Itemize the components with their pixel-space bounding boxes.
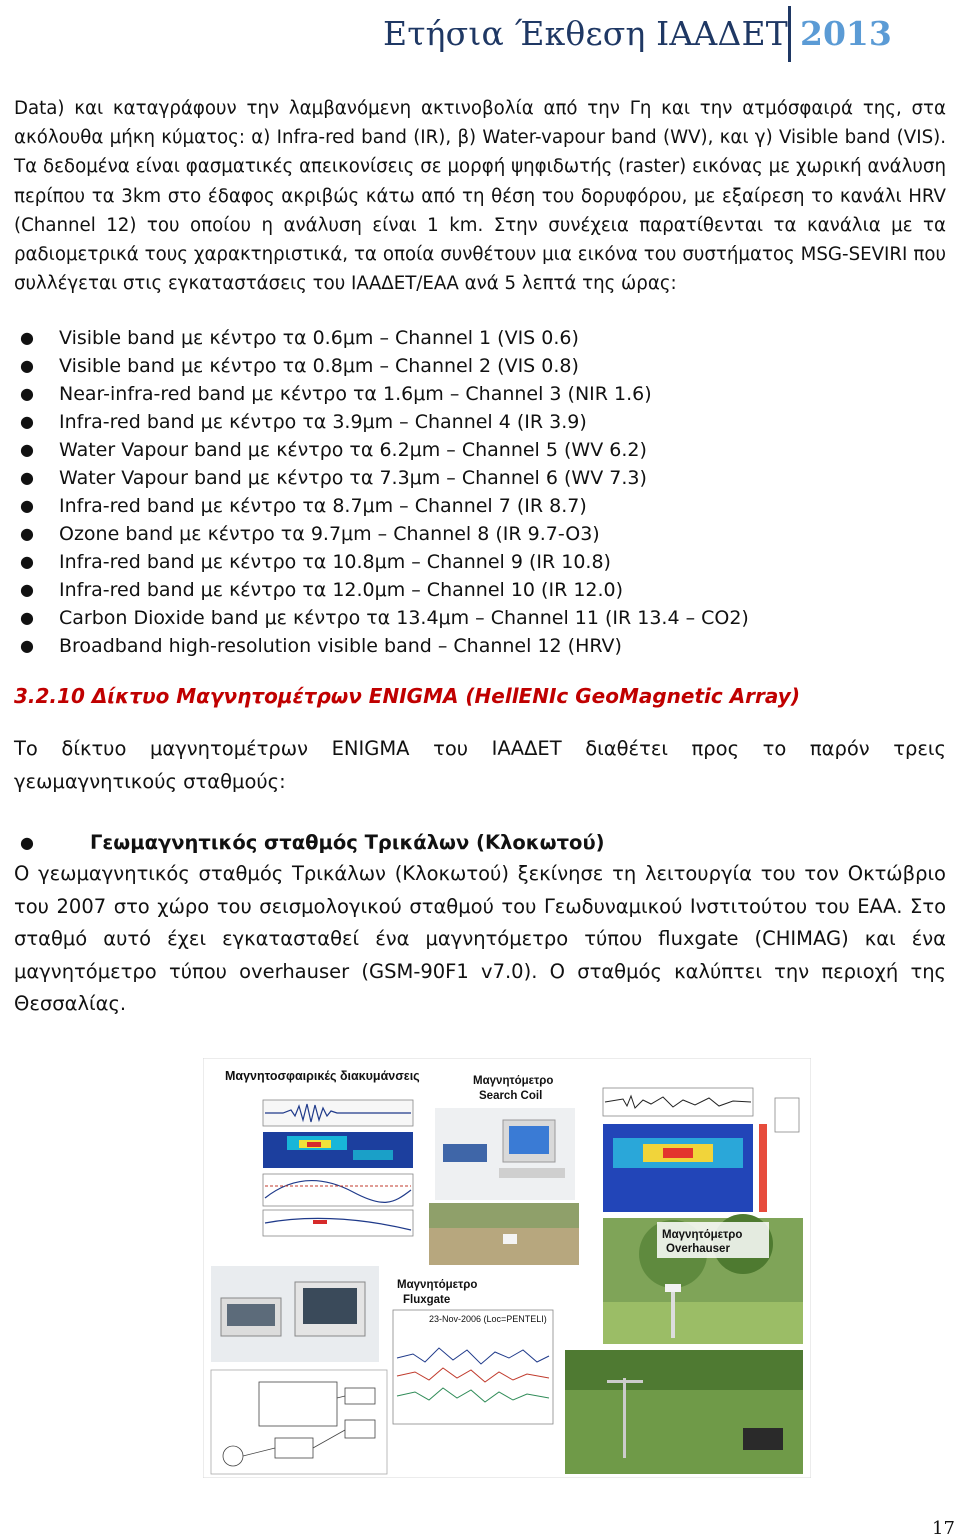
- list-item: ● Infra-red band με κέντρο τα 8.7μm – Channel 7 (IR 8.7): [14, 492, 946, 520]
- intro-paragraph: Data) και καταγράφουν την λαμβανόμενη ακτινοβολία από την Γη και την ατμόσφαιρά της, στα ακόλουθα μήκη κύματος: α) Infra-red band (IR), β) Water-vapour band (WV), και γ) Visible band (VIS). Τα δεδομένα είναι φασματικές απεικονίσεις σε μορφή ψηφιδωτής (raster) εικόνας με χωρική ανάλυση περίπου τα 3km στο έδαφος ακριβώς κάτω από τη θέση του δορυφόρου, με εξαίρεση το κανάλι HRV (Channel 12) του οποίου η ανάλυση είναι 1 km. Στην συνέχεια παρατίθενται τα κανάλια με τα ραδιομετρικά τους χαρακτηριστικά, τα οποία συνθέτουν μια εικόνα του συστήματος MSG-SEVIRI που συλλέγεται στις εγκαταστάσεις του ΙΑΑΔΕΤ/ΕΑΑ ανά 5 λεπτά της ώρας:: [14, 98, 946, 295]
- page-header: [0, 0, 960, 66]
- list-item: ● Near-infra-red band με κέντρο τα 1.6μm – Channel 3 (NIR 1.6): [14, 380, 946, 408]
- bullet-icon: ●: [20, 636, 34, 656]
- channel-list: [14, 324, 946, 660]
- list-item: ● Carbon Dioxide band με κέντρο τα 13.4μm – Channel 11 (IR 13.4 – CO2): [14, 604, 946, 632]
- label-overhauser-2: Overhauser: [666, 1243, 730, 1255]
- list-item: ● Infra-red band με κέντρο τα 10.8μm – Channel 9 (IR 10.8): [14, 548, 946, 576]
- report-title: Ετήσια Έκθεση ΙΑΑΔΕΤ: [382, 14, 788, 53]
- plot-date: 23-Nov-2006 (Loc=PENTELI): [429, 1314, 547, 1324]
- list-item: ● Ozone band με κέντρο τα 9.7μm – Channel 8 (IR 9.7-O3): [14, 520, 946, 548]
- bullet-icon: ●: [20, 468, 34, 488]
- bullet-icon: ●: [20, 440, 34, 460]
- label-overhauser-1: Μαγνητόμετρο: [662, 1229, 743, 1241]
- magnetometer-figure: [203, 1058, 811, 1478]
- label-fluxgate-1: Μαγνητόμετρο: [397, 1279, 478, 1291]
- list-item: ● Visible band με κέντρο τα 0.8μm – Channel 2 (VIS 0.8): [14, 352, 946, 380]
- bullet-icon: ●: [20, 496, 34, 516]
- bullet-icon: ●: [20, 833, 34, 853]
- label-fluxgate-2: Fluxgate: [403, 1294, 451, 1306]
- bullet-icon: ●: [20, 580, 34, 600]
- label-pulsations: Μαγνητοσφαιρικές διακυμάνσεις: [225, 1069, 420, 1083]
- station-paragraph: Ο γεωμαγνητικός σταθμός Τρικάλων (Κλοκωτού) ξεκίνησε τη λειτουργία του τον Οκτώβριο του 2007 στο χώρο του σεισμολογικού σταθμού του Γεωδυναμικού Ινστιτούτου του ΕΑΑ. Στο σταθμό αυτό έχει εγκατασταθεί ένα μαγνητόμετρο τύπου fluxgate (CHIMAG) και ένα μαγνητόμετρο τύπου overhauser (GSM-90F1 v7.0). Ο σταθμός καλύπτει την περιοχή της Θεσσαλίας.: [14, 862, 946, 1016]
- field-photo: [565, 1350, 803, 1474]
- figure-collage: [203, 1058, 811, 1478]
- list-item: ● Broadband high-resolution visible band – Channel 12 (HRV): [14, 632, 946, 660]
- label-searchcoil-2: Search Coil: [479, 1090, 543, 1102]
- list-item: ● Visible band με κέντρο τα 0.6μm – Channel 1 (VIS 0.6): [14, 324, 946, 352]
- bullet-icon: ●: [20, 384, 34, 404]
- main-content: [14, 94, 946, 1021]
- fluxgate-plot: [393, 1310, 553, 1424]
- system-diagram: [211, 1370, 387, 1474]
- section-heading: 3.2.10 Δίκτυο Μαγνητομέτρων ENIGMA (HellENIc GeoMagnetic Array): [14, 684, 800, 709]
- bullet-icon: ●: [20, 328, 34, 348]
- bullet-icon: ●: [20, 552, 34, 572]
- overhauser-photo: [603, 1214, 803, 1344]
- bullet-icon: ●: [20, 608, 34, 628]
- bullet-icon: ●: [20, 356, 34, 376]
- list-item: ● Water Vapour band με κέντρο τα 7.3μm – Channel 6 (WV 7.3): [14, 464, 946, 492]
- bullet-icon: ●: [20, 524, 34, 544]
- list-item: ● Infra-red band με κέντρο τα 12.0μm – Channel 10 (IR 12.0): [14, 576, 946, 604]
- enigma-intro-line: Το δίκτυο μαγνητομέτρων ENIGMA του ΙΑΑΔΕΤ διαθέτει προς το παρόν τρεις: [14, 737, 946, 761]
- enigma-intro-line: γεωμαγνητικούς σταθμούς:: [14, 770, 286, 794]
- label-searchcoil-1: Μαγνητόμετρο: [473, 1075, 554, 1087]
- list-item: ● Infra-red band με κέντρο τα 3.9μm – Channel 4 (IR 3.9): [14, 408, 946, 436]
- list-item: ● Water Vapour band με κέντρο τα 6.2μm – Channel 5 (WV 6.2): [14, 436, 946, 464]
- report-year: 2013: [800, 14, 892, 53]
- header-divider: [788, 6, 791, 62]
- page-number: 17: [932, 1518, 955, 1539]
- station-title: ● Γεωμαγνητικός σταθμός Τρικάλων (Κλοκωτού): [14, 828, 946, 858]
- bullet-icon: ●: [20, 412, 34, 432]
- enigma-intro-paragraph: [14, 732, 946, 798]
